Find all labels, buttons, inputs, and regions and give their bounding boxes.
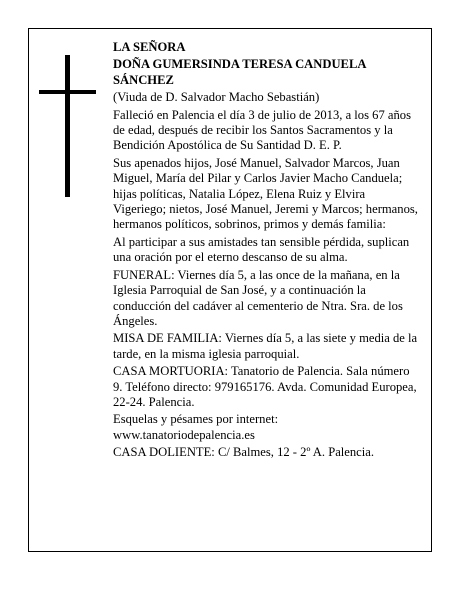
cross-vertical-bar [65,55,70,197]
cross-horizontal-bar [39,90,96,94]
family-paragraph: Sus apenados hijos, José Manuel, Salvador Marcos, Juan Miguel, María del Pilar y Carlos Javier Macho Canduela; hijas políticas, Natalia López, Elena Ruiz y Elvira Vigeriego; nietos, José Manuel, Jeremi y Marcos; hermanos, hermanos políticos, sobrinos, primos y demás familia: [113,155,418,232]
widow-of-line: (Viuda de D. Salvador Macho Sebastián) [113,90,320,105]
title-line-1: LA SEÑORA [113,40,186,54]
funeral-home-paragraph: CASA MORTUORIA: Tanatorio de Palencia. Sala número 9. Teléfono directo: 979165176. Avda. Comunidad Europea, 22-24. Palencia. [113,364,417,409]
funeral-paragraph: FUNERAL: Viernes día 5, a las once de la mañana, en la Iglesia Parroquial de San José, y a continuación la conducción del cadáver al cementerio de Ntra. Sra. de los Ángeles. [113,267,403,328]
mourning-house-paragraph: CASA DOLIENTE: C/ Balmes, 12 - 2º A. Palencia. [113,445,374,460]
death-paragraph: Falleció en Palencia el día 3 de julio de 2013, a los 67 años de edad, después de recibir los Santos Sacramentos y la Bendición Apostólica de Su Santidad D. E. P. [113,107,411,153]
request-paragraph: Al participar a sus amistades tan sensible pérdida, suplican una oración por el eterno descanso de su alma. [113,234,410,265]
obituary-text [113,40,418,463]
family-mass-paragraph: MISA DE FAMILIA: Viernes día 5, a las siete y media de la tarde, en la misma iglesia parroquial. [113,331,418,361]
deceased-name: DOÑA GUMERSINDA TERESA CANDUELA SÁNCHEZ [113,57,366,87]
online-condolences-paragraph: Esquelas y pésames por internet: www.tanatoriodepalencia.es [113,412,279,442]
